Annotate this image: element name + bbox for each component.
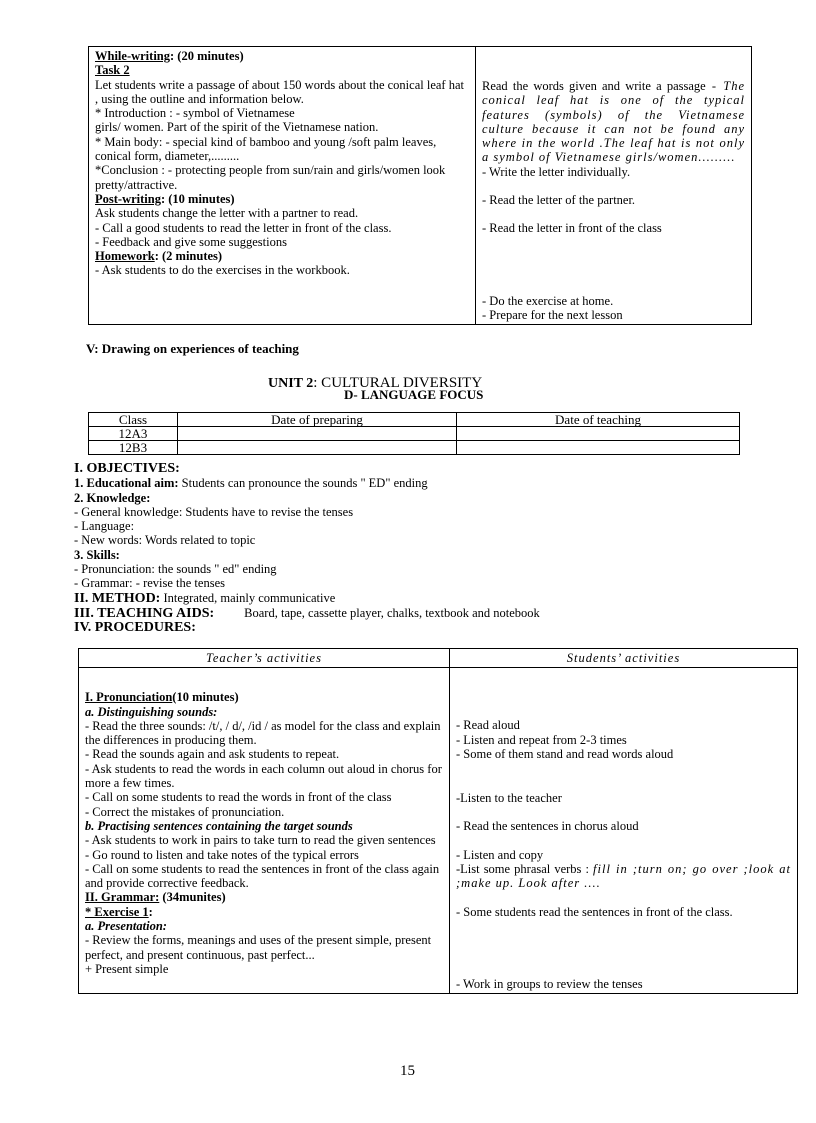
activity-line: - Review the forms, meanings and uses of the present simple, present perfect, and present continuous, past perfect... [85, 933, 432, 962]
section-heading: Post-writing: (10 minutes) [95, 191, 235, 206]
grammar-line: - Grammar: - revise the tenses [74, 576, 225, 591]
student-read-front: - Read the letter in front of the class [482, 221, 662, 236]
activity-line: - Correct the mistakes of pronunciation. [85, 804, 285, 819]
activity-line: * Main body: - special kind of bamboo and young /soft palm leaves, conical form, diameter,......... [95, 134, 437, 164]
student-writing-cell [476, 47, 752, 325]
section-heading: II. Grammar: (34munites) [85, 890, 226, 905]
student-read-partner: - Read the letter of the partner. [482, 193, 636, 208]
pronunciation-line: - Pronunciation: the sounds " ed" ending [74, 562, 277, 577]
preparing-header: Date of preparing [178, 413, 457, 427]
teacher-writing-content [95, 49, 469, 278]
section-heading: Task 2 [95, 63, 130, 78]
student-write-letter: - Write the letter individually. [482, 164, 631, 179]
teacher-activities-content [85, 690, 443, 976]
subsection-heading: a. Presentation: [85, 919, 167, 934]
general-knowledge: - General knowledge: Students have to revise the tenses [74, 504, 354, 519]
language-line: - Language: [74, 519, 135, 534]
section-v-heading: V: Drawing on experiences of teaching [86, 341, 299, 356]
class-row-1: 12A3 [89, 427, 178, 441]
unit-subtitle: D- LANGUAGE FOCUS [344, 387, 484, 402]
student-write-passage: Read the words given and write a passage - The conical leaf hat is one of the typical features (symbols) of the Vietnamese culture because it can not be found any where in the world .The leaf hat is not only a symbol of Vietnamese girls/women......... [482, 79, 745, 165]
activity-line: - Read the sounds again and ask students to repeat. [85, 747, 340, 762]
teacher-activities-cell [79, 668, 450, 994]
procedures-heading: IV. PROCEDURES: [74, 620, 196, 636]
objectives-section [74, 462, 734, 636]
objectives-title: I. OBJECTIVES: [74, 461, 180, 476]
activity-line: girls/ women. Part of the spirit of the Vietnamese nation. [95, 120, 379, 135]
activity-line: - Ask students to do the exercises in the workbook. [95, 263, 350, 278]
activity-line: + Present simple [85, 961, 169, 976]
class-row-1-preparing [178, 427, 457, 441]
teacher-writing-cell [89, 47, 476, 325]
class-schedule-table [88, 412, 740, 455]
knowledge-heading: 2. Knowledge: [74, 490, 151, 505]
student-some-stand: - Some of them stand and read words aloud [456, 746, 674, 761]
writing-activities-table [88, 46, 752, 325]
class-row-2: 12B3 [89, 441, 178, 455]
student-work-groups: - Work in groups to review the tenses [456, 976, 643, 991]
activity-line: Ask students change the letter with a partner to read. [95, 206, 359, 221]
subsection-heading: b. Practising sentences containing the target sounds [85, 818, 353, 833]
class-row-2-preparing [178, 441, 457, 455]
subsection-heading: a. Distinguishing sounds: [85, 704, 218, 719]
activity-line: Let students write a passage of about 150 words about the conical leaf hat , using the outline and information below. [95, 77, 464, 106]
student-do-exercise: - Do the exercise at home. [482, 293, 614, 308]
procedures-table [78, 648, 798, 994]
activity-line: - Ask students to work in pairs to take turn to read the given sentences [85, 833, 436, 848]
section-heading: Homework: (2 minutes) [95, 249, 223, 264]
activity-line: - Ask students to read the words in each column out aloud in chorus for more a few times. [85, 761, 442, 791]
class-row-1-teaching [457, 427, 740, 441]
skills-heading: 3. Skills: [74, 547, 120, 562]
student-listen-teacher: -Listen to the teacher [456, 791, 562, 806]
activity-line: - Call on some students to read the sentences in front of the class again and provide corrective feedback. [85, 861, 440, 891]
method-line: II. METHOD: Integrated, mainly communicative [74, 590, 336, 606]
section-heading: I. Pronunciation(10 minutes) [85, 690, 239, 705]
activity-line: * Introduction : - symbol of Vietnamese [95, 106, 295, 121]
student-read-aloud: - Read aloud [456, 718, 520, 733]
teacher-activities-header: Teacher’s activities [79, 649, 450, 668]
section-heading: While-writing: (20 minutes) [95, 49, 244, 63]
new-words-line: - New words: Words related to topic [74, 533, 256, 548]
activity-line: *Conclusion : - protecting people from sun/rain and girls/women look pretty/attractive. [95, 163, 446, 192]
student-phrasal-verbs: -List some phrasal verbs : fill in ;turn on; go over ;look at ;make up. Look after .... [456, 862, 791, 891]
student-some-read: - Some students read the sentences in front of the class. [456, 904, 733, 919]
activity-line: - Read the three sounds: /t/, / d/, /id / as model for the class and explain the differences in producing them. [85, 718, 441, 748]
activity-line: - Feedback and give some suggestions [95, 234, 287, 249]
class-header: Class [89, 413, 178, 427]
activity-line: - Call a good students to read the letter in front of the class. [95, 220, 392, 235]
teaching-aids-line: III. TEACHING AIDS: Board, tape, cassette player, chalks, textbook and notebook [74, 605, 540, 621]
unit-title: UNIT 2: CULTURAL DIVERSITY [268, 375, 483, 391]
educational-aim: 1. Educational aim: Students can pronounce the sounds " ED" ending [74, 476, 428, 491]
student-listen-copy: - Listen and copy [456, 847, 544, 862]
student-prepare: - Prepare for the next lesson [482, 307, 623, 322]
activity-line: - Call on some students to read the words in front of the class [85, 790, 392, 805]
student-activities-cell [450, 668, 798, 994]
page-number: 15 [400, 1063, 415, 1079]
section-heading: * Exercise 1: [85, 904, 153, 919]
activity-line: - Go round to listen and take notes of the typical errors [85, 847, 359, 862]
student-listen-repeat: - Listen and repeat from 2-3 times [456, 732, 627, 747]
student-read-chorus: - Read the sentences in chorus aloud [456, 819, 639, 834]
student-activities-header: Students’ activities [450, 649, 798, 668]
class-row-2-teaching [457, 441, 740, 455]
teaching-header: Date of teaching [457, 413, 740, 427]
